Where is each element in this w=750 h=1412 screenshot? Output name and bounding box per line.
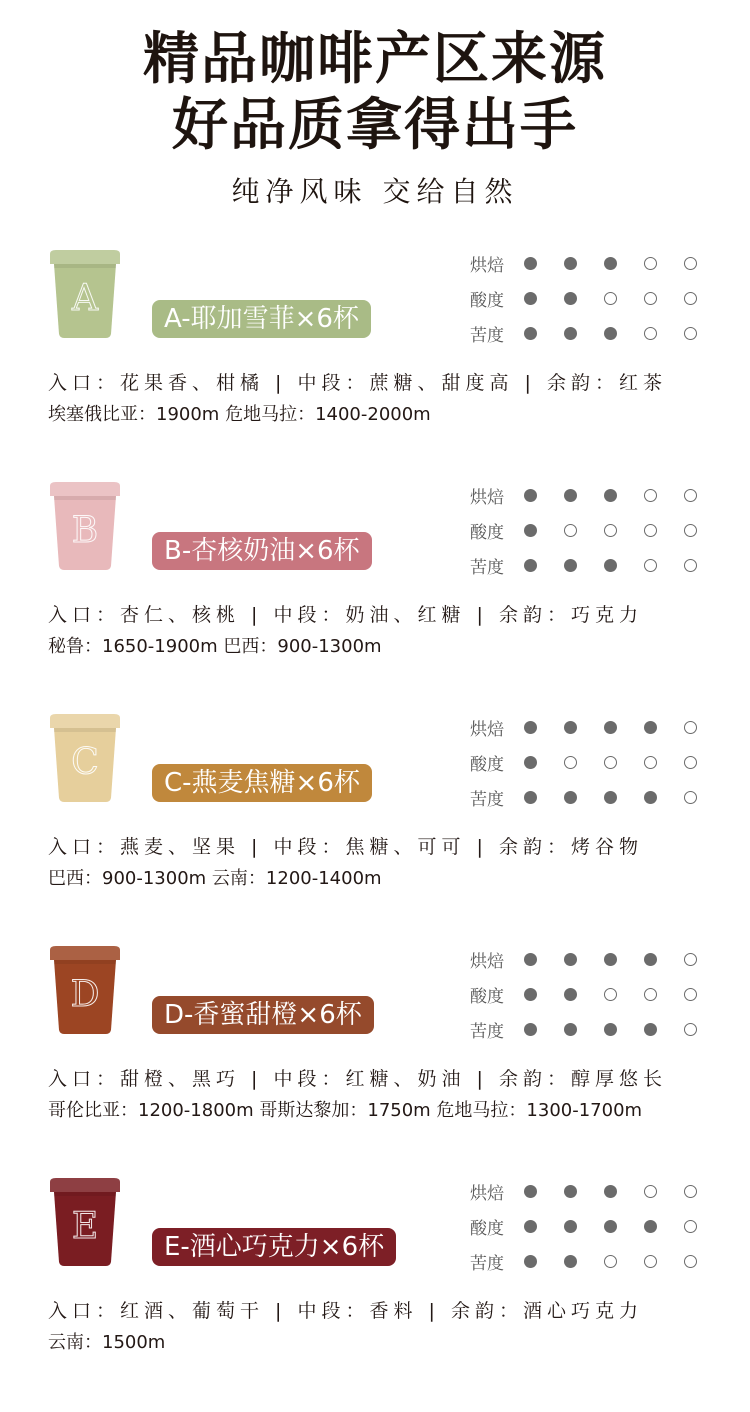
- filled-dot-icon: [564, 1255, 577, 1268]
- product-name-badge: D-香蜜甜橙×6杯: [152, 996, 374, 1034]
- origin-altitude: 埃塞俄比亚：1900m 危地马拉：1400-2000m: [48, 404, 431, 425]
- rating-row: [470, 318, 724, 348]
- flavor-notes: 入口：甜橙、黑巧 | 中段：红糖、奶油 | 余韵：醇厚悠长: [48, 1068, 667, 1090]
- subtitle: 纯净风味 交给自然: [231, 175, 519, 208]
- filled-dot-icon: [524, 257, 537, 270]
- empty-dot-icon: [684, 327, 697, 340]
- rating-row: [470, 1246, 724, 1276]
- filled-dot-icon: [564, 1023, 577, 1036]
- filled-dot-icon: [564, 1185, 577, 1198]
- empty-dot-icon: [684, 1255, 697, 1268]
- filled-dot-icon: [564, 721, 577, 734]
- rating-label: 酸度: [470, 290, 504, 311]
- rating-row: [470, 712, 724, 742]
- empty-dot-icon: [684, 756, 697, 769]
- empty-dot-icon: [644, 257, 657, 270]
- rating-row: [470, 944, 724, 974]
- empty-dot-icon: [604, 756, 617, 769]
- filled-dot-icon: [524, 1255, 537, 1268]
- filled-dot-icon: [524, 988, 537, 1001]
- rating-label: 苦度: [470, 1021, 504, 1042]
- origin-altitude: 巴西：900-1300m 云南：1200-1400m: [48, 868, 382, 889]
- filled-dot-icon: [524, 791, 537, 804]
- filled-dot-icon: [564, 791, 577, 804]
- flavor-notes: 入口：花果香、柑橘 | 中段：蔗糖、甜度高 | 余韵：红茶: [48, 372, 667, 394]
- filled-dot-icon: [604, 257, 617, 270]
- empty-dot-icon: [684, 1023, 697, 1036]
- coffee-cup-image: [48, 712, 122, 804]
- filled-dot-icon: [564, 257, 577, 270]
- rating-row: [470, 1176, 724, 1206]
- svg-text:C: C: [71, 742, 99, 783]
- rating-label: 酸度: [470, 1218, 504, 1239]
- origin-altitude: 秘鲁：1650-1900m 巴西：900-1300m: [48, 636, 382, 657]
- empty-dot-icon: [684, 1185, 697, 1198]
- filled-dot-icon: [564, 953, 577, 966]
- rating-label: 苦度: [470, 1253, 504, 1274]
- filled-dot-icon: [604, 1185, 617, 1198]
- filled-dot-icon: [644, 953, 657, 966]
- filled-dot-icon: [604, 559, 617, 572]
- empty-dot-icon: [684, 721, 697, 734]
- rating-label: 烘焙: [470, 487, 504, 508]
- filled-dot-icon: [564, 489, 577, 502]
- filled-dot-icon: [524, 524, 537, 537]
- empty-dot-icon: [684, 524, 697, 537]
- rating-row: [470, 283, 724, 313]
- rating-label: 烘焙: [470, 951, 504, 972]
- empty-dot-icon: [644, 756, 657, 769]
- filled-dot-icon: [604, 327, 617, 340]
- empty-dot-icon: [644, 292, 657, 305]
- flavor-notes: 入口：杏仁、核桃 | 中段：奶油、红糖 | 余韵：巧克力: [48, 604, 643, 626]
- filled-dot-icon: [644, 721, 657, 734]
- svg-text:A: A: [72, 278, 98, 319]
- product-name-badge: A-耶加雪菲×6杯: [152, 300, 371, 338]
- empty-dot-icon: [684, 1220, 697, 1233]
- filled-dot-icon: [604, 489, 617, 502]
- filled-dot-icon: [524, 489, 537, 502]
- rating-row: [470, 1211, 724, 1241]
- empty-dot-icon: [644, 988, 657, 1001]
- empty-dot-icon: [644, 559, 657, 572]
- filled-dot-icon: [604, 953, 617, 966]
- rating-label: 烘焙: [470, 255, 504, 276]
- filled-dot-icon: [524, 756, 537, 769]
- rating-row: [470, 1014, 724, 1044]
- rating-label: 烘焙: [470, 1183, 504, 1204]
- empty-dot-icon: [604, 1255, 617, 1268]
- empty-dot-icon: [684, 953, 697, 966]
- filled-dot-icon: [564, 559, 577, 572]
- filled-dot-icon: [524, 1185, 537, 1198]
- filled-dot-icon: [604, 1023, 617, 1036]
- filled-dot-icon: [564, 1220, 577, 1233]
- rating-row: [470, 480, 724, 510]
- filled-dot-icon: [524, 1023, 537, 1036]
- svg-text:E: E: [71, 1206, 99, 1247]
- empty-dot-icon: [684, 988, 697, 1001]
- rating-label: 苦度: [470, 789, 504, 810]
- headline-line-2: 好品质拿得出手: [172, 93, 578, 158]
- rating-label: 酸度: [470, 754, 504, 775]
- filled-dot-icon: [564, 327, 577, 340]
- product-b: [0, 480, 750, 660]
- rating-row: [470, 747, 724, 777]
- rating-row: [470, 550, 724, 580]
- filled-dot-icon: [524, 953, 537, 966]
- coffee-cup-image: [48, 480, 122, 572]
- product-a: [0, 248, 750, 428]
- empty-dot-icon: [644, 327, 657, 340]
- flavor-notes: 入口：燕麦、坚果 | 中段：焦糖、可可 | 余韵：烤谷物: [48, 836, 643, 858]
- empty-dot-icon: [684, 489, 697, 502]
- coffee-cup-image: [48, 248, 122, 340]
- empty-dot-icon: [684, 791, 697, 804]
- svg-text:B: B: [71, 510, 99, 551]
- rating-row: [470, 515, 724, 545]
- product-c: [0, 712, 750, 892]
- filled-dot-icon: [604, 791, 617, 804]
- empty-dot-icon: [684, 257, 697, 270]
- rating-label: 苦度: [470, 325, 504, 346]
- filled-dot-icon: [524, 559, 537, 572]
- svg-text:D: D: [70, 974, 100, 1015]
- empty-dot-icon: [644, 1185, 657, 1198]
- product-e: [0, 1176, 750, 1356]
- origin-altitude: 哥伦比亚：1200-1800m 哥斯达黎加：1750m 危地马拉：1300-1700m: [48, 1100, 643, 1121]
- empty-dot-icon: [644, 524, 657, 537]
- empty-dot-icon: [604, 988, 617, 1001]
- empty-dot-icon: [644, 489, 657, 502]
- filled-dot-icon: [604, 1220, 617, 1233]
- empty-dot-icon: [644, 1255, 657, 1268]
- empty-dot-icon: [684, 292, 697, 305]
- empty-dot-icon: [604, 292, 617, 305]
- coffee-cup-image: [48, 944, 122, 1036]
- filled-dot-icon: [644, 791, 657, 804]
- product-name-badge: C-燕麦焦糖×6杯: [152, 764, 372, 802]
- rating-label: 苦度: [470, 557, 504, 578]
- empty-dot-icon: [604, 524, 617, 537]
- rating-row: [470, 782, 724, 812]
- filled-dot-icon: [524, 327, 537, 340]
- product-name-badge: B-杏核奶油×6杯: [152, 532, 372, 570]
- filled-dot-icon: [524, 721, 537, 734]
- filled-dot-icon: [564, 988, 577, 1001]
- empty-dot-icon: [564, 524, 577, 537]
- rating-label: 酸度: [470, 986, 504, 1007]
- filled-dot-icon: [604, 721, 617, 734]
- product-name-badge: E-酒心巧克力×6杯: [152, 1228, 396, 1266]
- filled-dot-icon: [524, 292, 537, 305]
- rating-row: [470, 979, 724, 1009]
- filled-dot-icon: [644, 1023, 657, 1036]
- empty-dot-icon: [684, 559, 697, 572]
- rating-label: 烘焙: [470, 719, 504, 740]
- origin-altitude: 云南：1500m: [48, 1332, 166, 1353]
- rating-label: 酸度: [470, 522, 504, 543]
- headline-line-1: 精品咖啡产区来源: [143, 27, 607, 92]
- filled-dot-icon: [524, 1220, 537, 1233]
- coffee-cup-image: [48, 1176, 122, 1268]
- filled-dot-icon: [564, 292, 577, 305]
- product-d: [0, 944, 750, 1124]
- filled-dot-icon: [644, 1220, 657, 1233]
- empty-dot-icon: [564, 756, 577, 769]
- flavor-notes: 入口：红酒、葡萄干 | 中段：香料 | 余韵：酒心巧克力: [48, 1300, 643, 1322]
- rating-row: [470, 248, 724, 278]
